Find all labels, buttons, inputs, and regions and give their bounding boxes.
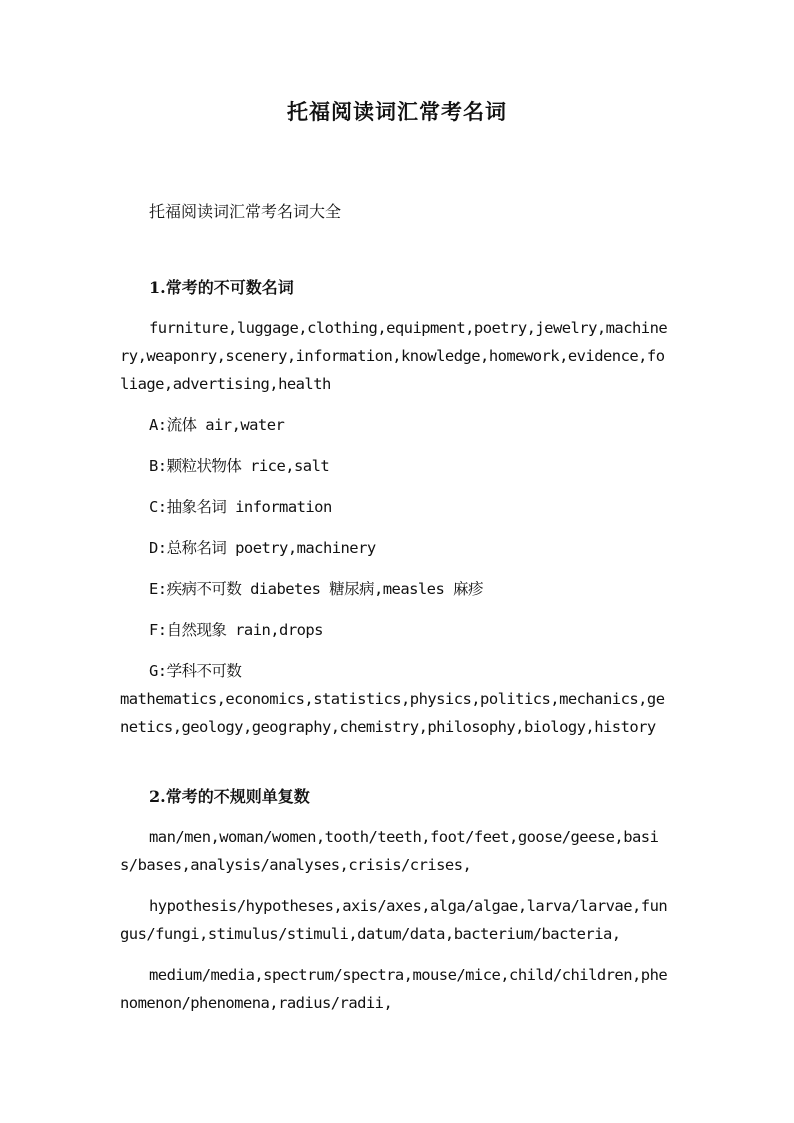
uncountable-nouns-paragraph: furniture,luggage,clothing,equipment,poetry,jewelry,machinery,weaponry,scenery,information,knowledge,homework,evidence,foliage,advertising,health: [120, 319, 668, 393]
category-item-g-label: G:学科不可数: [149, 662, 242, 680]
subject-list: mathematics,economics,statistics,physics,politics,mechanics,genetics,geology,geography,chemistry,philosophy,biology,history: [120, 690, 665, 736]
document-subtitle: 托福阅读词汇常考名词大全: [149, 202, 342, 221]
category-item-f: F:自然现象 rain,drops: [149, 621, 323, 639]
irregular-plurals-paragraph-1: man/men,woman/women,tooth/teeth,foot/feet,goose/geese,basis/bases,analysis/analyses,crisis/crises,: [120, 828, 659, 874]
section-heading-2: 2.常考的不规则单复数: [149, 787, 310, 806]
irregular-plurals-paragraph-2: hypothesis/hypotheses,axis/axes,alga/algae,larva/larvae,fungus/fungi,stimulus/stimuli,datum/data,bacterium/bacteria,: [120, 897, 668, 943]
category-item-b: B:颗粒状物体 rice,salt: [149, 457, 330, 475]
irregular-plurals-paragraph-3: medium/media,spectrum/spectra,mouse/mice,child/children,phenomenon/phenomena,radius/radii,: [120, 966, 668, 1012]
category-item-d: D:总称名词 poetry,machinery: [149, 539, 376, 557]
category-item-a: A:流体 air,water: [149, 416, 285, 434]
category-item-e: E:疾病不可数 diabetes 糖尿病,measles 麻疹: [149, 580, 483, 598]
page-title: 托福阅读词汇常考名词: [287, 99, 507, 124]
category-item-c: C:抽象名词 information: [149, 498, 332, 516]
section-heading-1: 1.常考的不可数名词: [149, 278, 294, 297]
